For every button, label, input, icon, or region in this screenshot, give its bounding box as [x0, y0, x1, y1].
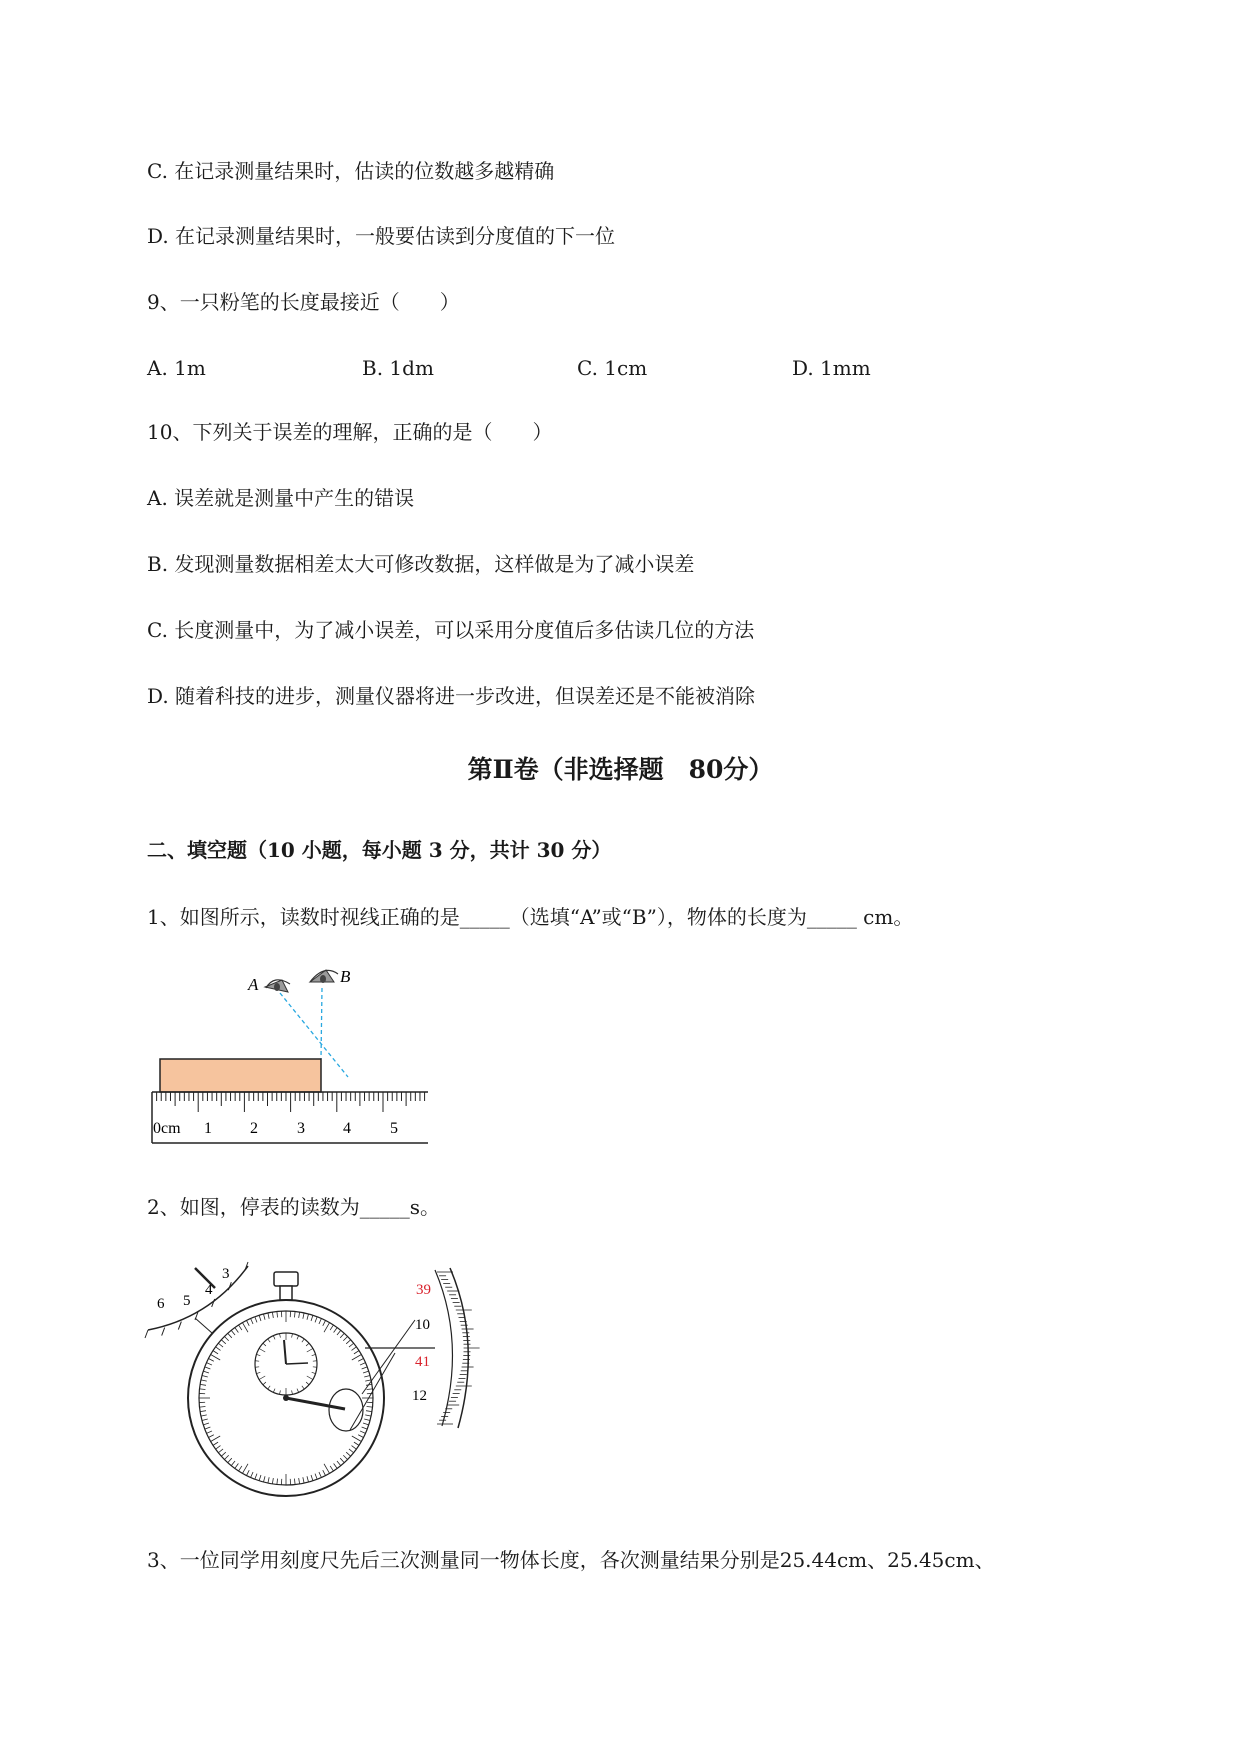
ruler-label-3: 3	[297, 1120, 305, 1137]
ruler-label-2: 2	[250, 1120, 258, 1137]
inset-right-label-41: 41	[415, 1354, 430, 1370]
inset-right-label-39: 39	[416, 1282, 431, 1298]
fill2-stem: 2、如图，停表的读数为_____s。	[147, 1195, 440, 1219]
fill1-stem: 1、如图所示，读数时视线正确的是_____（选填“A”或“B”），物体的长度为_____ cm。	[147, 905, 914, 929]
inset-right-label-10: 10	[415, 1317, 430, 1333]
q8-option-d: D. 在记录测量结果时，一般要估读到分度值的下一位	[147, 224, 616, 248]
q9-option-a: A. 1m	[147, 356, 206, 380]
ruler-figure	[140, 960, 440, 1150]
inset-right-label-12: 12	[412, 1388, 427, 1404]
q9-option-b: B. 1dm	[362, 356, 434, 380]
inset-left-label-6: 6	[157, 1296, 165, 1312]
q9-option-d: D. 1mm	[792, 356, 871, 380]
fill3-stem: 3、一位同学用刻度尺先后三次测量同一物体长度，各次测量结果分别是25.44cm、25.45cm、	[147, 1548, 995, 1572]
eye-a-icon	[265, 980, 290, 992]
eye-a-label: A	[248, 975, 259, 994]
stopwatch-figure	[140, 1258, 500, 1508]
stopwatch	[188, 1272, 384, 1496]
inset-left-label-4: 4	[205, 1282, 213, 1298]
section2-heading: 二、填空题（10 小题，每小题 3 分，共计 30 分）	[147, 838, 612, 862]
ruler	[152, 1092, 428, 1143]
q10-option-d: D. 随着科技的进步，测量仪器将进一步改进，但误差还是不能被消除	[147, 684, 756, 708]
q9-stem: 9、一只粉笔的长度最接近（ ）	[147, 290, 460, 314]
ruler-label-5: 5	[390, 1120, 398, 1137]
sightline-b	[321, 988, 322, 1059]
ruler-label-0: 0cm	[153, 1120, 181, 1137]
inset-left-label-3: 3	[222, 1266, 230, 1282]
q10-option-c: C. 长度测量中，为了减小误差，可以采用分度值后多估读几位的方法	[147, 618, 755, 642]
q10-stem: 10、下列关于误差的理解，正确的是（ ）	[147, 420, 553, 444]
q8-option-c: C. 在记录测量结果时，估读的位数越多越精确	[147, 159, 555, 183]
eye-b-label: B	[340, 967, 351, 986]
eye-b-icon	[310, 970, 338, 983]
inset-left-label-5: 5	[183, 1293, 191, 1309]
q10-option-a: A. 误差就是测量中产生的错误	[147, 486, 415, 510]
q9-option-c: C. 1cm	[577, 356, 648, 380]
ruler-label-1: 1	[204, 1120, 212, 1137]
measured-block	[160, 1059, 321, 1092]
ruler-label-4: 4	[343, 1120, 351, 1137]
q10-option-b: B. 发现测量数据相差太大可修改数据，这样做是为了减小误差	[147, 552, 695, 576]
part2-title: 第Ⅱ卷（非选择题 80分）	[467, 755, 774, 784]
